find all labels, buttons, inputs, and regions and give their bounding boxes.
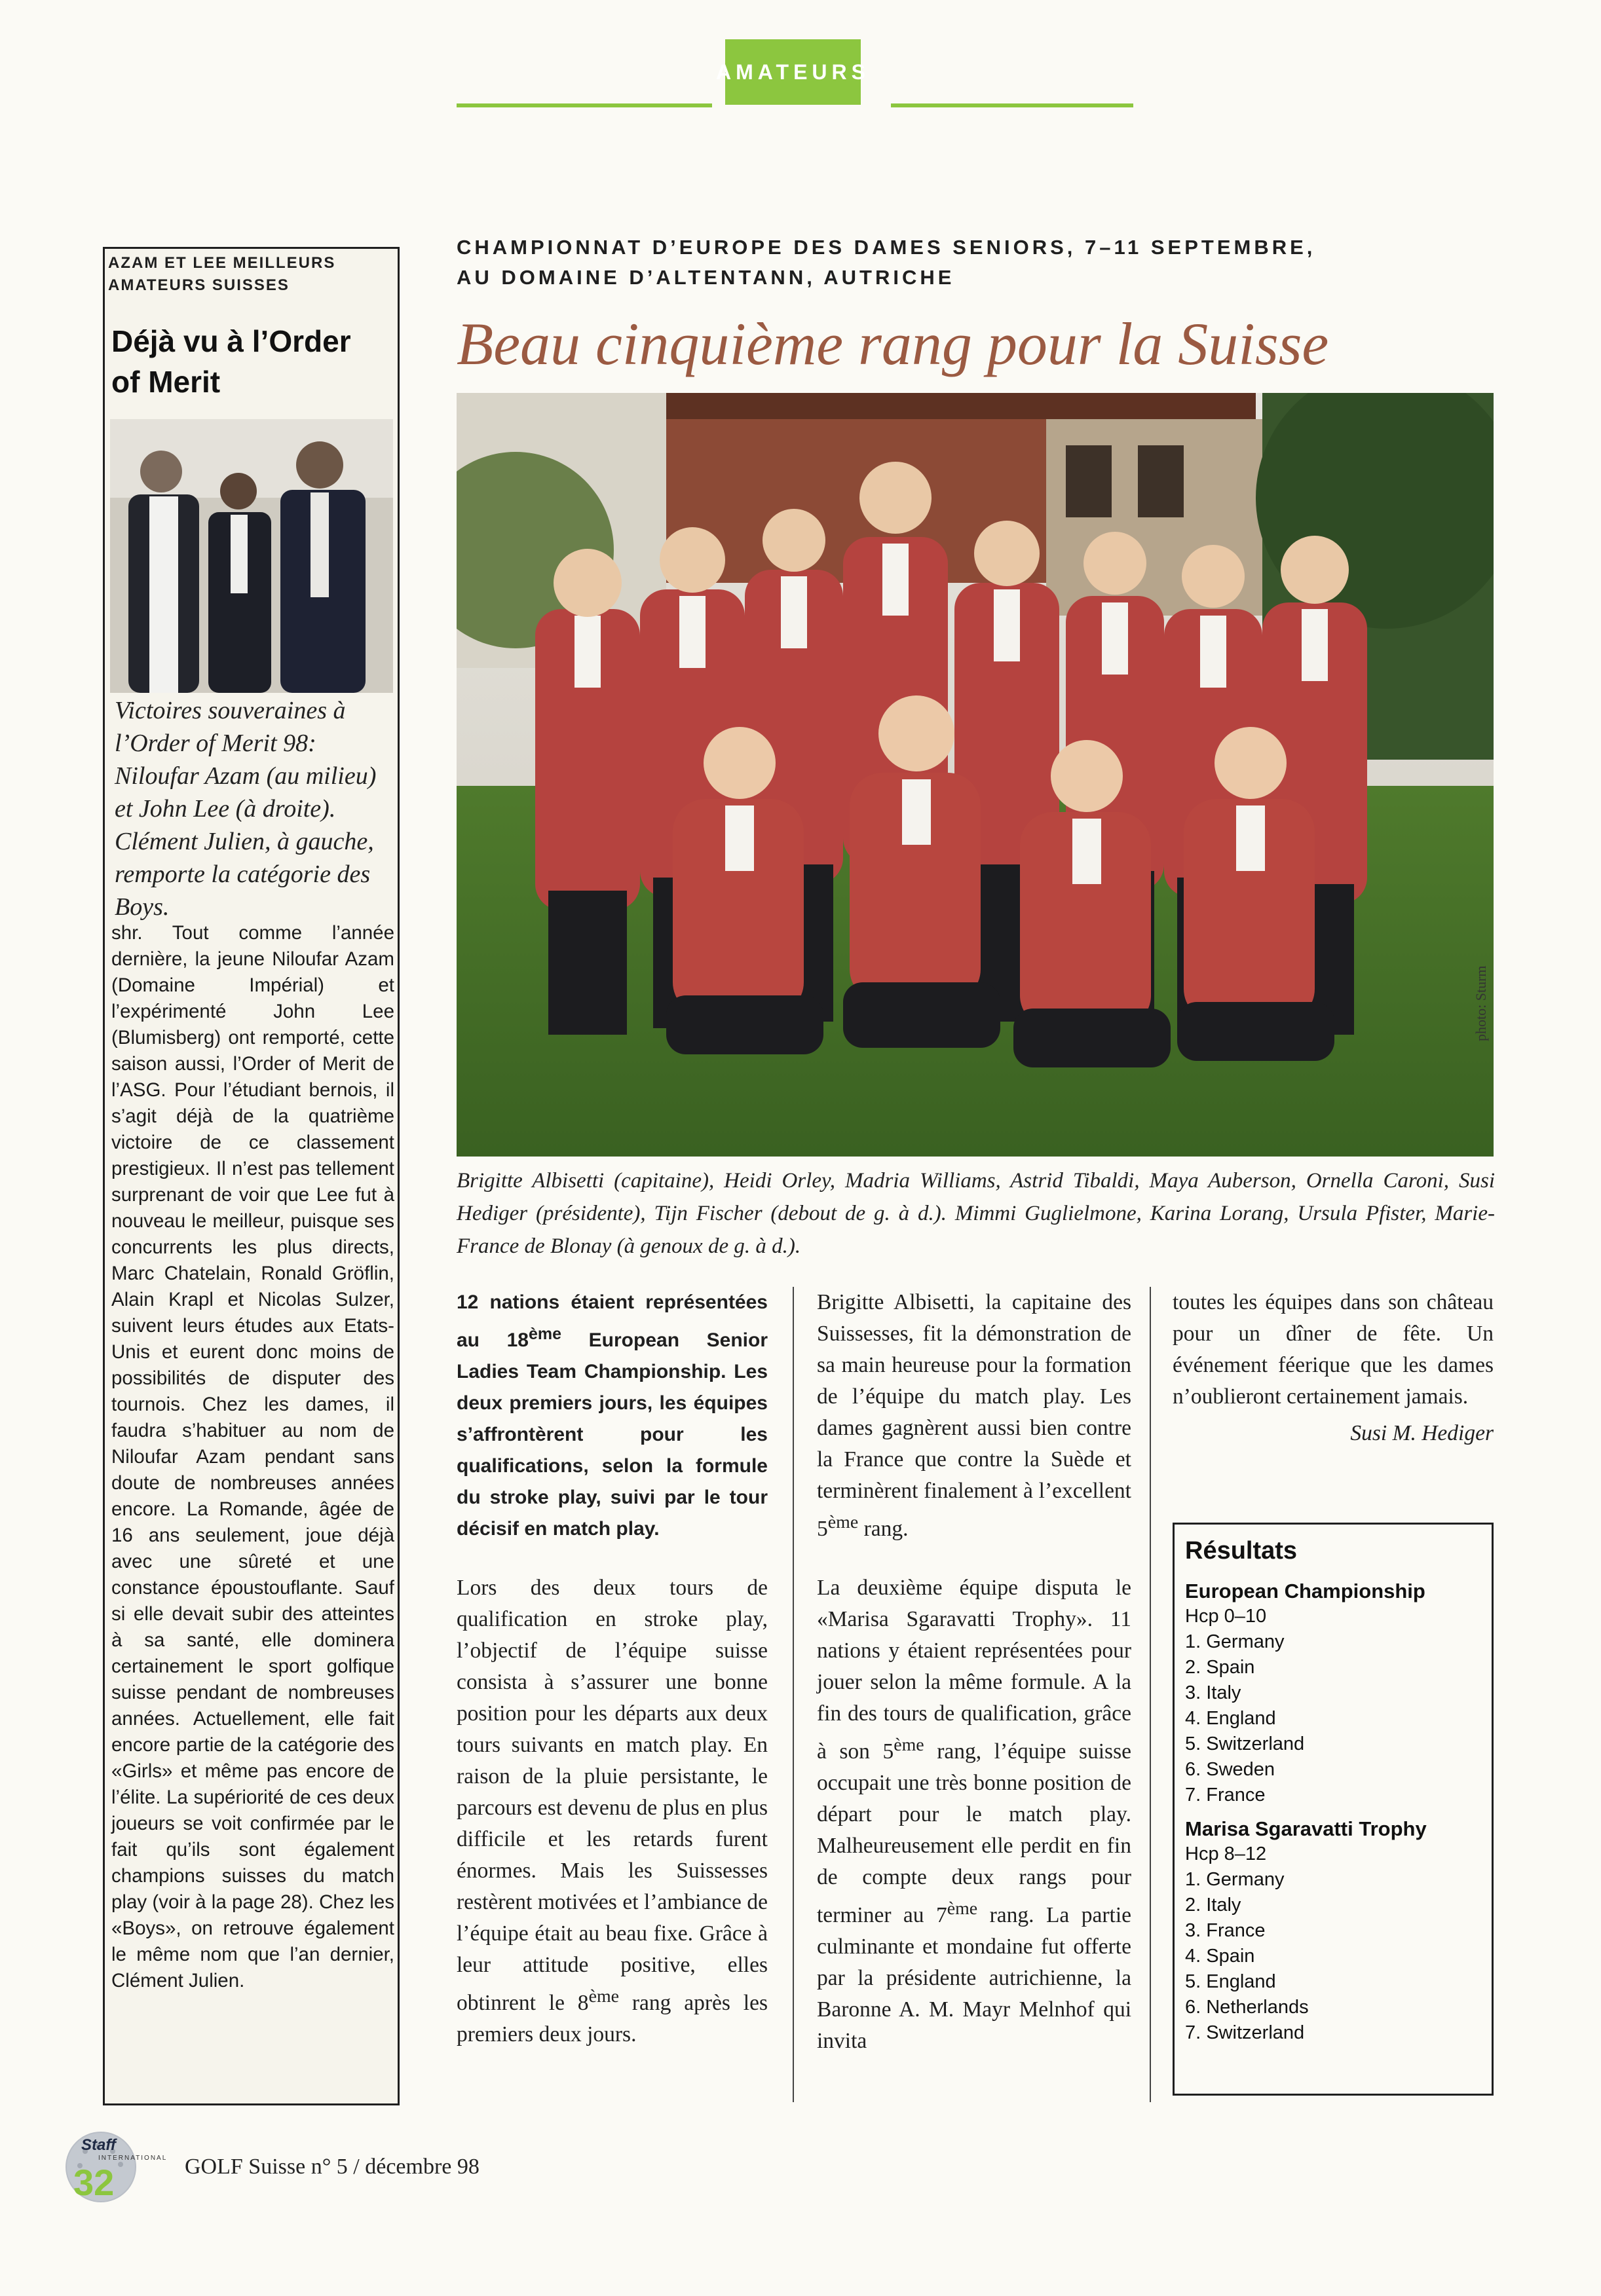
list-item: 3. France [1185, 1920, 1266, 1941]
sidebar-photo [110, 419, 393, 693]
list-item: 3. Italy [1185, 1682, 1241, 1703]
p4-text-c: rang. La partie culminante et mondaine fut offerte par la présidente autrichienne, la Baronne A. M. Mayr Melnhof qui invita [817, 1903, 1131, 2054]
article-signature: Susi M. Hediger [1350, 1421, 1494, 1445]
p4-text-a: La deuxième équipe disputa le «Marisa Sgaravatti Trophy». 11 nations y étaient représentées pour jouer selon la même formule. A la fin des tours de qualification, grâce à son 5 [817, 1576, 1131, 1764]
p3-superscript: ème [827, 1512, 859, 1532]
marisa-hcp: Hcp 8–12 [1185, 1843, 1267, 1864]
p4-superscript-a: ème [894, 1735, 924, 1756]
p3-text-b: rang. [858, 1517, 909, 1542]
team-photo-illustration [457, 393, 1494, 1157]
header-rule-right [891, 103, 1133, 107]
results-box [1173, 1523, 1494, 2096]
euro-championship-title: European Championship [1185, 1580, 1425, 1602]
photo-credit: photo: Sturm [1473, 965, 1489, 1041]
list-item: 7. Switzerland [1185, 2022, 1305, 2043]
article-column-2 [817, 1287, 1131, 2084]
list-item: 1. Germany [1185, 1631, 1285, 1652]
article-paragraph-2 [457, 1572, 768, 2050]
article-paragraph-5: toutes les équipes dans son château pour un dîner de fête. Un événement féerique que les dames n’oublieront certainement jamais. [1173, 1290, 1494, 1409]
staff-logo-text: Staff [81, 2136, 116, 2154]
section-tab: AMATEURS [725, 39, 861, 105]
sidebar-kicker: AZAM ET LEE MEILLEURS AMATEURS SUISSES [108, 254, 336, 294]
marisa-trophy-title: Marisa Sgaravatti Trophy [1185, 1817, 1427, 1840]
article-kicker-line-1: CHAMPIONNAT D’EUROPE DES DAMES SENIORS, 7–11 SEPTEMBRE, [457, 236, 1316, 259]
euro-results-list [1185, 1629, 1481, 1808]
list-item: 2. Italy [1185, 1895, 1241, 1916]
article-column-1 [457, 1287, 768, 2078]
list-item: 5. Switzerland [1185, 1733, 1305, 1754]
list-item: 6. Netherlands [1185, 1997, 1309, 2018]
team-photo [457, 393, 1494, 1157]
p2-text-b: rang après les premiers deux jours. [457, 1991, 768, 2047]
list-item: 1. Germany [1185, 1869, 1285, 1890]
team-photo-caption: Brigitte Albisetti (capitaine), Heidi Orley, Madria Williams, Astrid Tibaldi, Maya Auberson, Ornella Caroni, Susi Hediger (présidente), Tijn Fischer (debout de g. à d.). Mimmi Guglielmone, Karina Lorang, Ursula Pfister, Marie-France de Blonay (à genoux de g. à d.). [457, 1169, 1495, 1258]
p2-text-a: Lors des deux tours de qualification en stroke play, l’objectif de l’équipe suisse consista à s’assurer une bonne position pour les départs aux deux tours suivants en match play. En raison de la pluie persistante, le parcours est devenu de plus en plus difficile et les retards furent énormes. Mais les Suissesses restèrent motivées et l’ambiance de l’équipe était au beau fixe. Grâce à leur attitude positive, elles obtinrent le 8 [457, 1576, 768, 2016]
sidebar-photo-caption: Victoires souveraines à l’Order of Merit 98: Niloufar Azam (au milieu) et John Lee (à droite). Clément Julien, à gauche, remporte la catégorie des Boys. [115, 697, 377, 921]
article-headline: Beau cinquième rang pour la Suisse [457, 310, 1329, 377]
article-kicker-line-2: AU DOMAINE D’ALTENTANN, AUTRICHE [457, 266, 955, 289]
p4-superscript-b: ème [947, 1898, 978, 1919]
list-item: 5. England [1185, 1971, 1276, 1992]
sidebar-photo-illustration [110, 419, 393, 693]
page-number: 32 [73, 2162, 115, 2203]
marisa-results-list [1185, 1867, 1481, 2046]
list-item: 4. Spain [1185, 1946, 1255, 1967]
sidebar-title: Déjà vu à l’Order of Merit [111, 324, 351, 399]
list-item: 2. Spain [1185, 1657, 1255, 1678]
article-paragraph-3 [817, 1287, 1131, 1545]
column-divider-2 [1150, 1287, 1151, 2102]
p3-text-a: Brigitte Albisetti, la capitaine des Suissesses, fit la démonstration de sa main heureuse pour la formation de l’équipe du match play. Les dames gagnèrent aussi bien contre la France que contre la Suède et terminèrent finalement à l’excellent 5 [817, 1290, 1131, 1542]
list-item: 6. Sweden [1185, 1759, 1275, 1780]
list-item: 7. France [1185, 1785, 1266, 1805]
sidebar-body-text: shr. Tout comme l’année dernière, la jeune Niloufar Azam (Domaine Impérial) et l’expérimenté John Lee (Blumisberg) ont remporté, cette saison aussi, l’Order of Merit de l’ASG. Pour l’étudiant bernois, il s’agit déjà de la quatrième victoire de ce classement prestigieux. Il n’est pas tellement surprenant de voir que Lee fut à nouveau le meilleur, puisque ses concurrents les plus directs, Marc Chatelain, Ronald Gröflin, Alain Krapl et Nicolas Sulzer, suivent leurs études aux Etats-Unis et eurent donc moins de possibilités de disputer des tournois. Chez les dames, il faudra s’habituer au nom de Niloufar Azam pendant sans doute de nombreuses années encore. La Romande, âgée de 16 ans seulement, joue déjà avec une sûreté et une constance époustouflante. Sauf si elle devait subir des atteintes à sa santé, elle dominera certainement le sport golfique suisse pendant de nombreuses années. Actuellement, elle fait encore partie de la catégorie des «Girls» et même pas encore de l’élite. La supériorité de ces deux joueurs se voit confirmée par le fait qu’ils sont également champions suisses du match play (voir à la page 28). Chez les «Boys», on retrouve également le même nom que l’an dernier, Clément Julien. [111, 922, 394, 1991]
list-item: 4. England [1185, 1708, 1276, 1729]
euro-hcp: Hcp 0–10 [1185, 1606, 1267, 1627]
staff-logo-subtext: INTERNATIONAL [98, 2155, 168, 2162]
lead-text-b: European Senior Ladies Team Championship. Les deux premiers jours, les équipes s’affrontèrent pour les qualifications, selon la formule du stroke play, suivi par le tour décisif en match play. [457, 1329, 768, 1540]
article-kicker [457, 232, 1452, 293]
article-paragraph-4 [817, 1572, 1131, 2057]
article-column-3 [1173, 1287, 1494, 1477]
results-title: Résultats [1185, 1537, 1298, 1565]
header-rule-left [457, 103, 712, 107]
column-divider-1 [793, 1287, 794, 2102]
lead-superscript: ème [529, 1325, 562, 1343]
article-lead-paragraph [457, 1287, 768, 1545]
publication-footer: GOLF Suisse n° 5 / décembre 98 [185, 2155, 480, 2179]
lead-text-a: 12 nations étaient représentées au 18 [457, 1291, 768, 1351]
p2-superscript: ème [588, 1986, 620, 2007]
p4-text-b: rang, l’équipe suisse occupait une très bonne position de départ pour le match play. Malheureusement elle perdit en fin de compte deux rangs pour terminer au 7 [817, 1739, 1131, 1928]
